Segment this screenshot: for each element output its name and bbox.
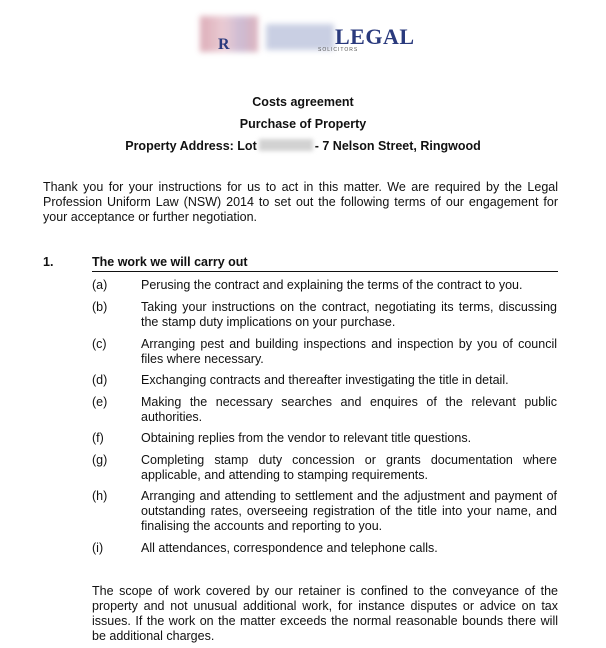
document-subtitle: Purchase of Property — [239, 117, 367, 131]
firm-logo — [200, 14, 415, 54]
logo-monogram-icon — [208, 16, 266, 52]
document-title: Costs agreement — [252, 95, 354, 109]
item-text: Making the necessary searches and enquires of the relevant public authorities. — [141, 395, 557, 424]
item-label: (d) — [92, 373, 108, 387]
item-label: (h) — [92, 489, 108, 503]
svg-text:R: R — [218, 36, 230, 52]
item-label: (f) — [92, 431, 104, 445]
address-prefix: Property Address: Lot — [125, 139, 257, 153]
item-text: All attendances, correspondence and telephone calls. — [141, 541, 438, 555]
item-label: (c) — [92, 337, 107, 351]
item-text: Exchanging contracts and thereafter investigating the title in detail. — [141, 373, 509, 387]
property-address — [0, 139, 606, 153]
item-label: (a) — [92, 278, 108, 292]
item-text: Arranging and attending to settlement and the adjustment and payment of outstanding rates, overseeing registration of the title into your name, and finalising the accounts and reporting to you. — [141, 489, 557, 533]
item-text: Obtaining replies from the vendor to relevant title questions. — [141, 431, 472, 445]
redacted-lot-number — [259, 139, 313, 151]
logo-subtitle: SOLICITORS — [318, 47, 359, 53]
item-label: (i) — [92, 541, 104, 555]
section-divider — [92, 271, 558, 272]
item-label: (e) — [92, 395, 108, 409]
item-label: (b) — [92, 300, 108, 314]
logo-brand-text: LEGAL — [335, 24, 415, 49]
section-heading: The work we will carry out — [92, 255, 248, 269]
address-suffix: - 7 Nelson Street, Ringwood — [314, 139, 481, 153]
item-text: Taking your instructions on the contract, negotiating its terms, discussing the stamp duty implications on your purchase. — [141, 300, 557, 329]
item-label: (g) — [92, 453, 108, 467]
item-text: Perusing the contract and explaining the terms of the contract to you. — [141, 278, 523, 292]
section-number: 1. — [43, 255, 54, 269]
item-text: Completing stamp duty concession or grants documentation where applicable, and attending to stamping requirements. — [141, 453, 557, 482]
intro-paragraph: Thank you for your instructions for us to act in this matter. We are required by the Legal Profession Uniform Law (NSW) 2014 to set out the following terms of our engagement for your acceptance or further negotiation. — [43, 180, 558, 224]
scope-paragraph: The scope of work covered by our retainer is confined to the conveyance of the property and not unusual additional work, for instance disputes or advice on tax issues. If the work on the matter exceeds the normal reasonable bounds there will be additional charges. — [92, 584, 558, 643]
item-text: Arranging pest and building inspections and inspection by you of council files where necessary. — [141, 337, 557, 366]
